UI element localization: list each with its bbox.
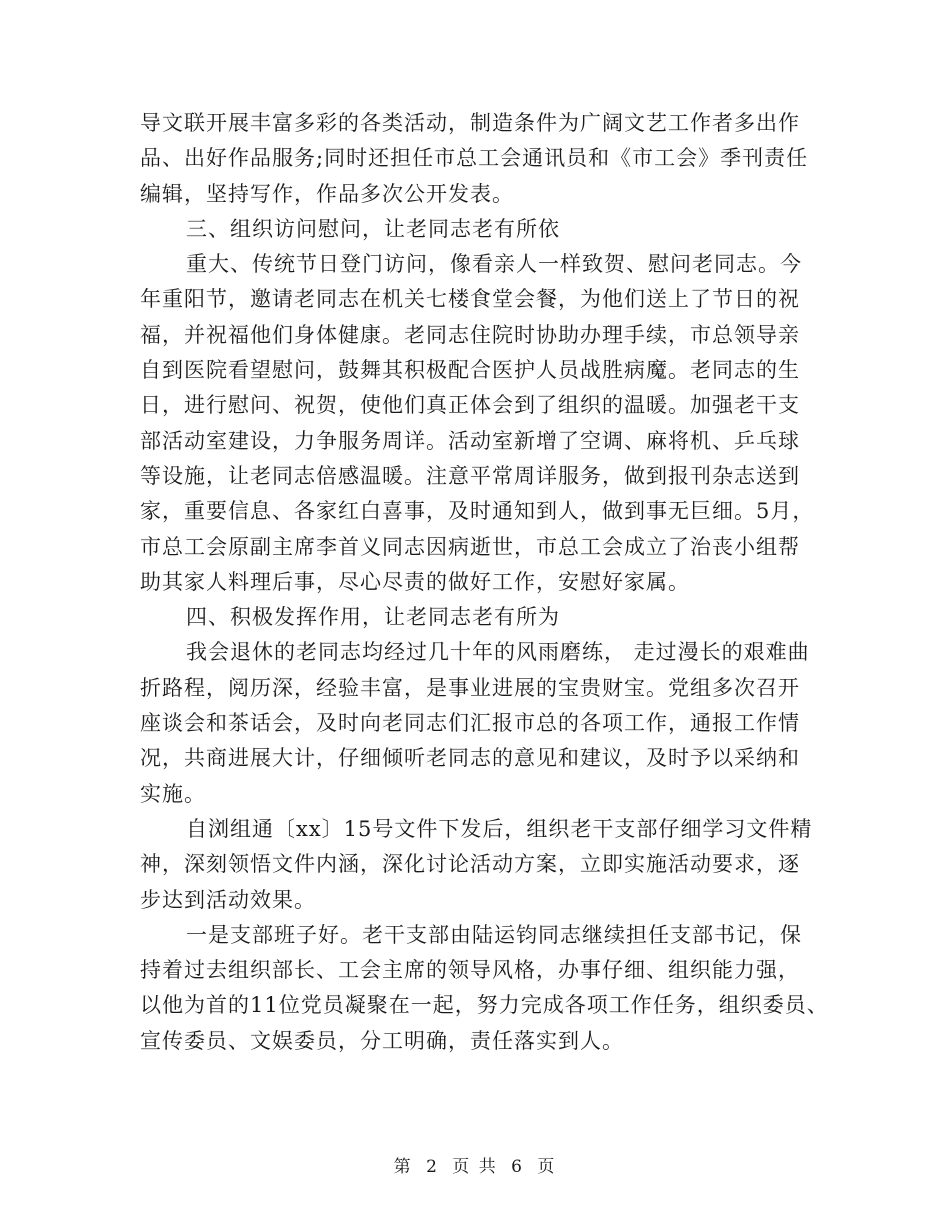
footer-prefix: 第 [393,1157,413,1177]
text-line: 持着过去组织部长、工会主席的领导风格，办事仔细、组织能力强， [140,958,800,983]
text-line: 神，深刻领悟文件内涵，深化讨论活动方案，立即实施活动要求，逐 [140,852,800,877]
text-line: 况，共商进展大计，仔细倾听老同志的意见和建议，及时予以采纳和 [140,746,800,771]
text-line: 年重阳节，邀请老同志在机关七楼食堂会餐，为他们送上了节日的祝 [140,287,800,312]
text-line: 步达到活动效果。 [140,887,316,912]
text-line: 等设施，让老同志倍感温暖。注意平常周详服务，做到报刊杂志送到 [140,463,800,488]
text-line: 福，并祝福他们身体健康。老同志住院时协助办理手续，市总领导亲 [140,322,800,347]
text-line: 市总工会原副主席李首义同志因病逝世，市总工会成立了治丧小组帮 [140,534,800,559]
text-line: 自到医院看望慰问，鼓舞其积极配合医护人员战胜病魔。老同志的生 [140,358,800,383]
text-line: 助其家人料理后事，尽心尽责的做好工作，安慰好家属。 [140,569,690,594]
footer-middle: 页 共 [452,1157,498,1177]
current-page-number: 2 [426,1157,439,1177]
text-line: 三、组织访问慰问，让老同志老有所依 [186,216,560,241]
text-line: 四、积极发挥作用，让老同志老有所为 [186,605,560,630]
text-line: 宣传委员、文娱委员，分工明确，责任落实到人。 [140,1028,624,1053]
text-line: 实施。 [140,781,206,806]
text-line: 我会退休的老同志均经过几十年的风雨磨练， 走过漫长的艰难曲 [186,640,810,665]
body-text [140,106,829,1059]
page-footer [0,1152,950,1177]
text-line: 日，进行慰问、祝贺，使他们真正体会到了组织的温暖。加强老干支 [140,393,800,418]
text-line: 一是支部班子好。老干支部由陆运钧同志继续担任支部书记，保 [186,922,802,947]
text-line: 重大、传统节日登门访问，像看亲人一样致贺、慰问老同志。今 [186,252,802,277]
text-line: 编辑，坚持写作，作品多次公开发表。 [140,181,514,206]
text-line: 以他为首的11位党员凝聚在一起，努力完成各项工作任务，组织委员、 [140,993,829,1018]
text-line: 自浏组通〔xx〕15号文件下发后，组织老干支部仔细学习文件精 [186,816,813,841]
text-line: 品、出好作品服务;同时还担任市总工会通讯员和《市工会》季刊责任 [140,146,809,171]
text-line: 折路程，阅历深，经验丰富，是事业进展的宝贵财宝。党组多次召开 [140,675,800,700]
text-line: 座谈会和茶话会，及时向老同志们汇报市总的各项工作，通报工作情 [140,711,800,736]
total-page-count: 6 [511,1157,524,1177]
text-line: 部活动室建设，力争服务周详。活动室新增了空调、麻将机、乒乓球 [140,428,800,453]
text-line: 家，重要信息、各家红白喜事，及时通知到人，做到事无巨细。5月， [140,499,815,524]
text-line: 导文联开展丰富多彩的各类活动，制造条件为广阔文艺工作者多出作 [140,111,800,135]
footer-suffix: 页 [537,1157,557,1177]
